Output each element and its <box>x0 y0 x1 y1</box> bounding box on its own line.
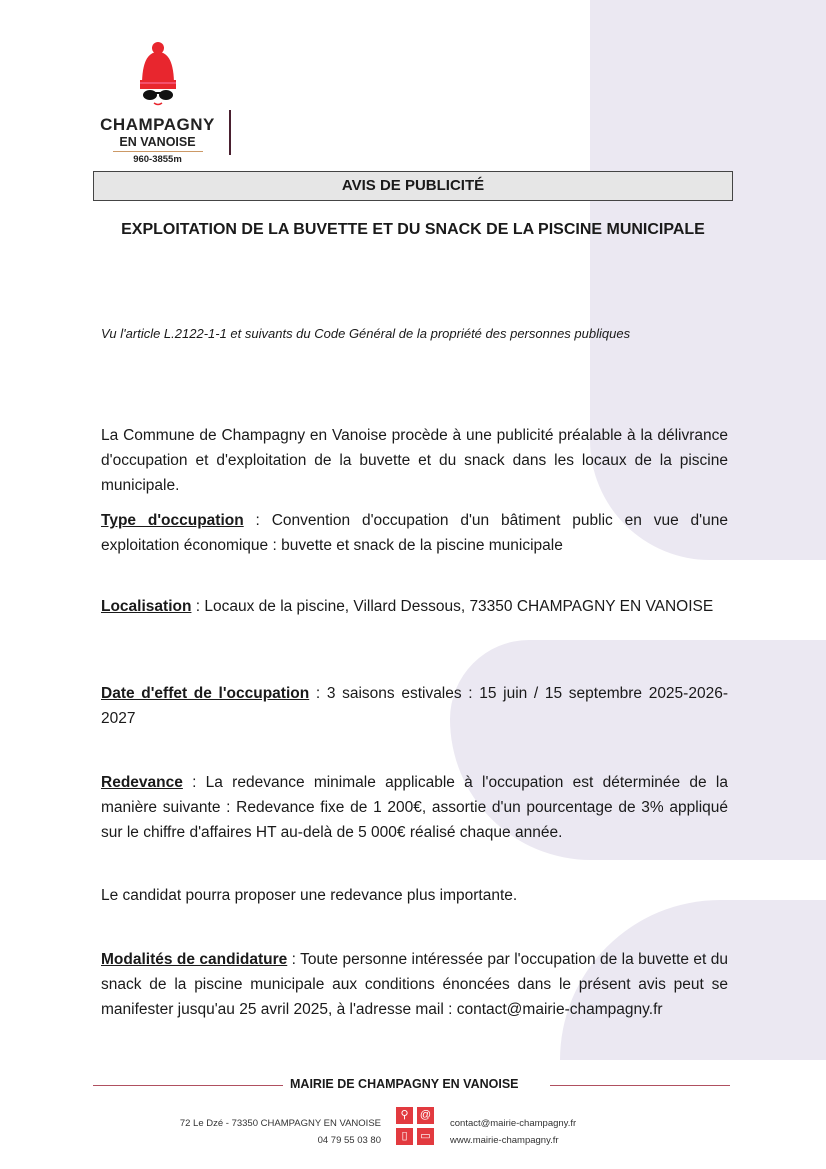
section-text: : Toute personne intéressée par l'occupation de la buvette et du snack de la piscine municipale aux conditions énoncées dans le présent avis peut se manifester jusqu'au 25 avril 2025, à l'adresse mail : contact@mairie-champagny.fr <box>101 951 728 1018</box>
section-date <box>101 681 728 731</box>
logo-sub: EN VANOISE <box>119 135 196 149</box>
section-text: : Locaux de la piscine, Villard Dessous, 73350 CHAMPAGNY EN VANOISE <box>191 598 714 615</box>
section-modalites <box>101 947 728 1022</box>
divider <box>229 110 231 155</box>
phone-icon: ▯ <box>396 1128 413 1145</box>
footer-email[interactable]: contact@mairie-champagny.fr <box>450 1118 577 1129</box>
section-localisation <box>101 594 728 619</box>
section-text: : La redevance minimale applicable à l'occupation est déterminée de la manière suivante : Redevance fixe de 1 200€, assortie d'un pourcentage de 3% appliqué sur le chiffre d'affaires HT au-delà de 5 000€ réalisé chaque année. <box>101 774 728 841</box>
legal-reference: Vu l'article L.2122-1-1 et suivants du Code Général de la propriété des personnes publiques <box>101 326 631 341</box>
document-title: EXPLOITATION DE LA BUVETTE ET DU SNACK DE LA PISCINE MUNICIPALE <box>121 221 705 238</box>
section-text: : 3 saisons estivales : 15 juin / 15 septembre 2025-2026-2027 <box>101 685 728 727</box>
footer-phone: 04 79 55 03 80 <box>317 1135 381 1146</box>
section-label: Redevance <box>101 774 183 791</box>
footer-address-block <box>180 1115 381 1149</box>
at-sign-icon: @ <box>417 1107 434 1124</box>
redevance-note: Le candidat pourra proposer une redevance plus importante. <box>101 887 518 904</box>
footer-website[interactable]: www.mairie-champagny.fr <box>450 1135 559 1146</box>
footer-rule <box>550 1085 730 1086</box>
location-pin-icon: ⚲ <box>396 1107 413 1124</box>
intro-paragraph: La Commune de Champagny en Vanoise procède à une publicité préalable à la délivrance d'occupation et d'exploitation de la buvette et du snack dans les locaux de la piscine municipale. <box>101 427 728 494</box>
notice-banner: AVIS DE PUBLICITÉ <box>93 171 733 201</box>
footer-icons <box>396 1107 434 1145</box>
footer-title: MAIRIE DE CHAMPAGNY EN VANOISE <box>290 1077 519 1091</box>
section-label: Modalités de candidature <box>101 951 288 968</box>
section-label: Date d'effet de l'occupation <box>101 685 310 702</box>
hat-mascot-icon <box>128 40 188 110</box>
footer-rule <box>93 1085 283 1086</box>
logo-name: CHAMPAGNY <box>100 115 215 134</box>
section-label: Localisation <box>101 598 192 615</box>
section-type <box>101 508 728 558</box>
monitor-icon: ▭ <box>417 1128 434 1145</box>
footer-contact <box>450 1115 576 1149</box>
logo <box>70 40 245 165</box>
logo-altitude: 960-3855m <box>113 151 203 165</box>
section-redevance <box>101 770 728 845</box>
section-label: Type d'occupation <box>101 512 244 529</box>
footer-address: 72 Le Dzé - 73350 CHAMPAGNY EN VANOISE <box>179 1118 381 1129</box>
section-text: : Convention d'occupation d'un bâtiment public en vue d'une exploitation économique : buvette et snack de la piscine municipale <box>101 512 728 554</box>
